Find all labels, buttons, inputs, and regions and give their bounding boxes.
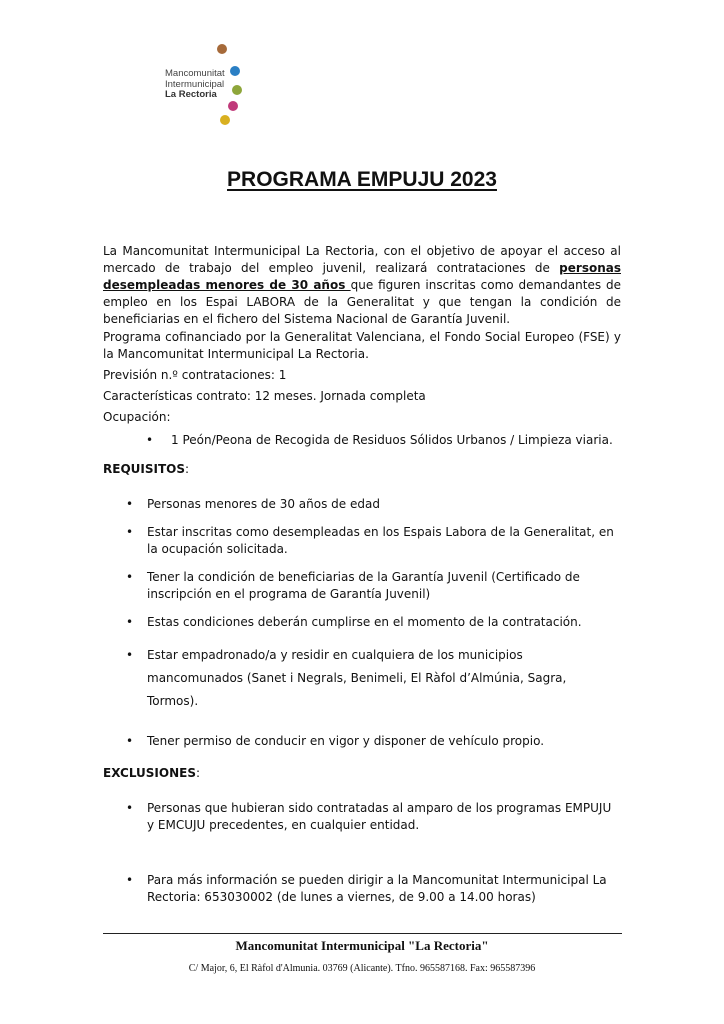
logo-dot-4 (228, 101, 238, 111)
exclusiones-title: EXCLUSIONES (103, 766, 196, 780)
logo-dot-5 (220, 115, 230, 125)
logo-text (165, 69, 225, 101)
requisito-item-1: • Personas menores de 30 años de edad (103, 496, 621, 513)
cofinance-paragraph: Programa cofinanciado por la Generalitat Valenciana, el Fondo Social Europeo (FSE) y la Mancomunitat Intermunicipal La Rectoria. (103, 330, 621, 361)
intro-emphasis: personas desempleadas menores de 30 años (103, 261, 621, 292)
footer-address: C/ Major, 6, El Ràfol d'Almunia. 03769 (Alicante). Tfno. 965587168. Fax: 965587396 (188, 963, 536, 974)
intro-text-2: que figuren inscritas como demandantes de empleo en los Espai LABORA de la Generalitat y que tengan la condición de beneficiarias en el fichero del Sistema Nacional de Garantía Juvenil. (103, 278, 621, 326)
ocupacion-item: • 1 Peón/Peona de Recogida de Residuos Sólidos Urbanos / Limpieza viaria. (103, 432, 621, 449)
footer-divider (103, 933, 622, 934)
prevision-line: Previsión n.º contrataciones: 1 (103, 368, 287, 382)
requisito-item-5: • Estar empadronado/a y residir en cualquiera de los municipios mancomunados (Sanet i Negrals, Benimeli, El Ràfol d’Almúnia, Sagra, Tormos). (103, 644, 621, 713)
intro-paragraph (103, 243, 621, 328)
exclusion-item-1: • Personas que hubieran sido contratadas al amparo de los programas EMPUJU y EMCUJU precedentes, en cualquier entidad. (103, 800, 621, 834)
exclusiones-colon: : (195, 766, 201, 780)
requisitos-title: REQUISITOS (103, 462, 185, 476)
logo-dot-1 (217, 44, 227, 54)
page-title: PROGRAMA EMPUJU 2023 (227, 168, 497, 191)
info-item: • Para más información se pueden dirigir a la Mancomunitat Intermunicipal La Rectoria: 653030002 (de lunes a viernes, de 9.00 a 14.00 horas) (103, 872, 621, 906)
exclusiones-heading (103, 765, 621, 782)
requisito-item-2: • Estar inscritas como desempleadas en los Espais Labora de la Generalitat, en la ocupación solicitada. (103, 524, 621, 558)
organization-logo (160, 40, 260, 130)
footer-title: Mancomunitat Intermunicipal "La Rectoria" (235, 938, 489, 953)
intro-text-1: La Mancomunitat Intermunicipal La Rectoria, con el objetivo de apoyar el acceso al mercado de trabajo del empleo juvenil, realizará contrataciones de (103, 244, 621, 275)
requisito-item-6: • Tener permiso de conducir en vigor y disponer de vehículo propio. (103, 733, 621, 750)
logo-line-3: La Rectoria (165, 89, 217, 100)
requisito-item-3: • Tener la condición de beneficiarias de la Garantía Juvenil (Certificado de inscripción en el programa de Garantía Juvenil) (103, 569, 621, 603)
logo-dot-2 (230, 66, 240, 76)
logo-dot-3 (232, 85, 242, 95)
document-body (103, 243, 621, 906)
logo-line-1: Mancomunitat (165, 68, 225, 79)
requisitos-heading (103, 461, 621, 478)
requisitos-colon: : (184, 462, 190, 476)
logo-line-2: Intermunicipal (165, 78, 225, 90)
ocupacion-label: Ocupación: (103, 410, 171, 424)
caracteristicas-line: Características contrato: 12 meses. Jornada completa (103, 389, 426, 403)
requisito-item-4: • Estas condiciones deberán cumplirse en el momento de la contratación. (103, 614, 621, 631)
